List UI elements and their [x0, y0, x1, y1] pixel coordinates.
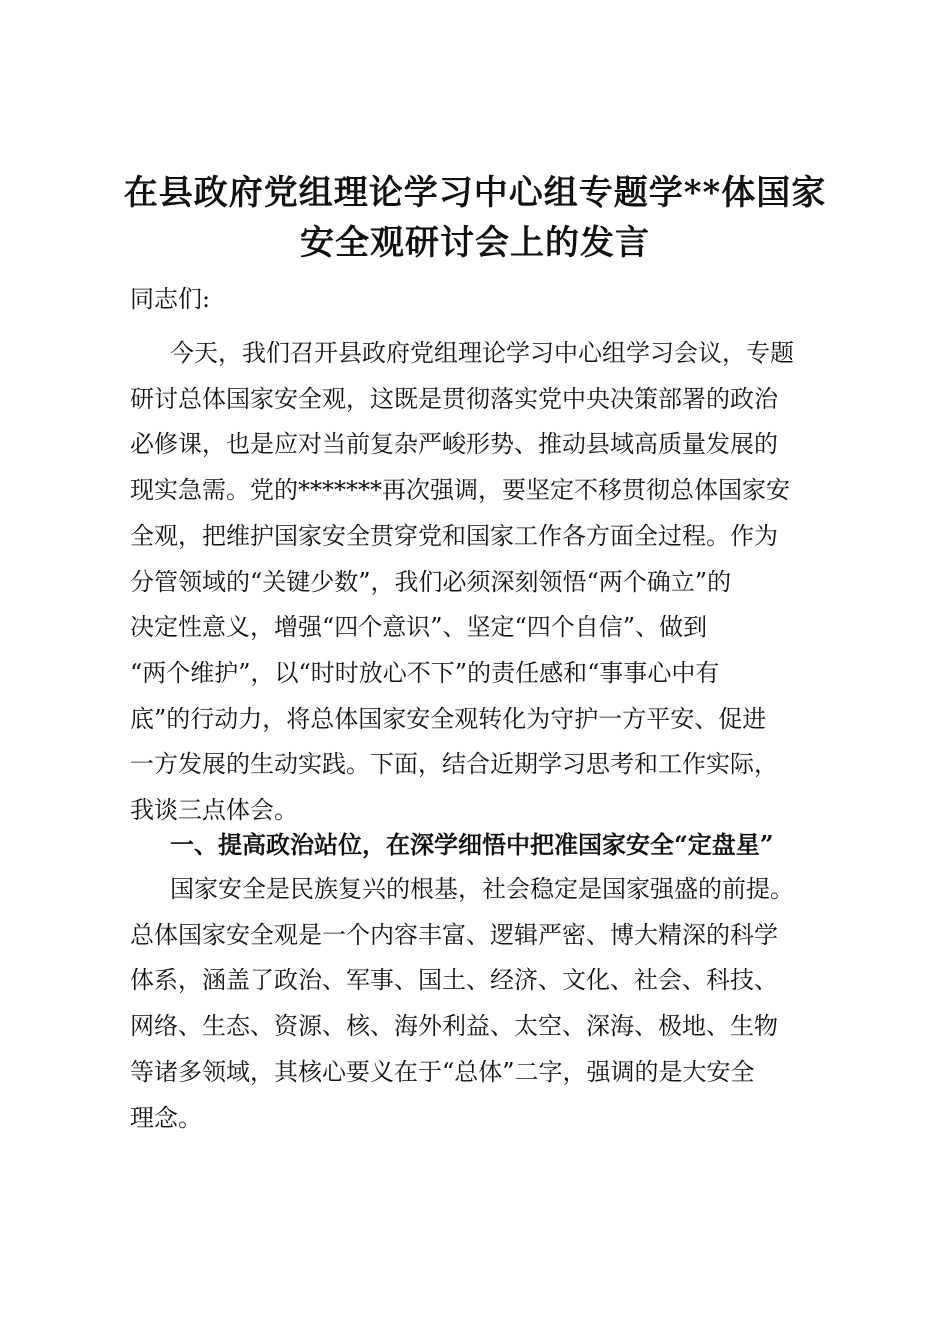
paragraph-line: 体系，涵盖了政治、军事、国土、经济、文化、社会、科技、: [130, 966, 778, 995]
paragraph-line: 网络、生态、资源、核、海外利益、太空、深海、极地、生物: [130, 1012, 778, 1041]
title-line: 安全观研讨会上的发言: [300, 223, 650, 263]
paragraph-line: 国家安全是民族复兴的根基，社会稳定是国家强盛的前提。: [170, 875, 794, 903]
intro-paragraph: [130, 331, 820, 834]
paragraph-line: 总体国家安全观是一个内容丰富、逻辑严密、博大精深的科学: [130, 920, 778, 949]
section1-paragraph: [130, 867, 820, 1141]
salutation: 同志们:: [130, 285, 211, 313]
paragraph-line: 决定性意义，增强“四个意识”、坚定“四个自信”、做到: [130, 613, 708, 642]
paragraph-line: 现实急需。党的*******再次强调，要坚定不移贯彻总体国家安: [130, 476, 790, 505]
title-line: 在县政府党组理论学习中心组专题学**体国家: [123, 173, 827, 213]
paragraph-line: 研讨总体国家安全观，这既是贯彻落实党中央决策部署的政治: [130, 384, 778, 413]
paragraph-line: 底”的行动力，将总体国家安全观转化为守护一方平安、促进: [130, 704, 767, 733]
paragraph-line: “两个维护”，以“时时放心不下”的责任感和“事事心中有: [130, 658, 720, 687]
paragraph-line: 等诸多领域，其核心要义在于“总体”二字，强调的是大安全: [130, 1057, 755, 1086]
paragraph-line: 今天，我们召开县政府党组理论学习中心组学习会议，专题: [170, 339, 794, 367]
paragraph-line: 理念。: [130, 1103, 202, 1132]
paragraph-line: 全观，把维护国家安全贯穿党和国家工作各方面全过程。作为: [130, 521, 778, 550]
section-heading: 一、提高政治站位，在深学细悟中把准国家安全“定盘星”: [170, 830, 774, 859]
paragraph-line: 我谈三点体会。: [130, 796, 298, 825]
paragraph-line: 必修课，也是应对当前复杂严峻形势、推动县域高质量发展的: [130, 430, 778, 459]
paragraph-line: 分管领域的“关键少数”，我们必须深刻领悟“两个确立”的: [130, 567, 732, 596]
paragraph-line: 一方发展的生动实践。下面，结合近期学习思考和工作实际，: [130, 750, 778, 779]
document-title: [110, 168, 840, 268]
